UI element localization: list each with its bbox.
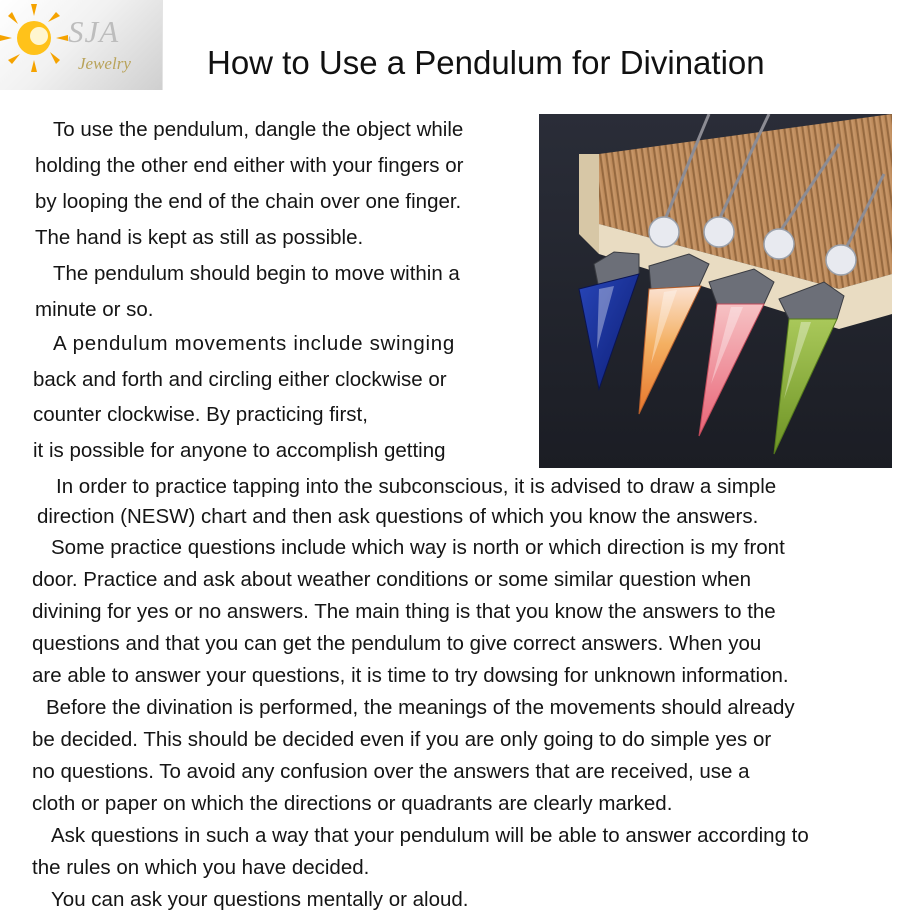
text-line: Some practice questions include which way is north or which direction is my front (51, 536, 785, 559)
text-line: counter clockwise. By practicing first, (33, 403, 368, 426)
text-line: be decided. This should be decided even if you are only going to do simple yes or (32, 728, 772, 751)
text-line: You can ask your questions mentally or aloud. (51, 888, 469, 911)
text-line: The pendulum should begin to move within a (53, 262, 460, 285)
text-line: Before the divination is performed, the meanings of the movements should already (46, 696, 795, 719)
text-line: cloth or paper on which the directions or quadrants are clearly marked. (32, 792, 673, 815)
text-line: In order to practice tapping into the subconscious, it is advised to draw a simple (56, 475, 777, 498)
text-line: minute or so. (35, 298, 154, 321)
text-line: door. Practice and ask about weather conditions or some similar question when (32, 568, 752, 591)
text-line: To use the pendulum, dangle the object while (53, 118, 464, 141)
logo-sub-text: Jewelry (78, 54, 131, 73)
brand-logo (0, 0, 163, 90)
text-line: divining for yes or no answers. The main thing is that you know the answers to the (32, 600, 776, 623)
pendulum-photo (539, 114, 892, 468)
text-line: questions and that you can get the pendulum to give correct answers. When you (32, 632, 762, 655)
text-line: by looping the end of the chain over one finger. (35, 190, 462, 213)
logo-brand-text: SJA (68, 14, 120, 49)
text-line: are able to answer your questions, it is time to try dowsing for unknown information. (32, 664, 789, 687)
text-line: no questions. To avoid any confusion over the answers that are received, use a (32, 760, 750, 783)
text-line: Ask questions in such a way that your pendulum will be able to answer according to (51, 824, 809, 847)
text-line: it is possible for anyone to accomplish getting (33, 439, 446, 462)
text-line: The hand is kept as still as possible. (35, 226, 364, 249)
page-title: How to Use a Pendulum for Divination (207, 44, 765, 81)
text-line: direction (NESW) chart and then ask questions of which you know the answers. (37, 505, 759, 528)
pendulum-illustration (539, 114, 892, 468)
text-line: holding the other end either with your fingers or (35, 154, 464, 177)
text-line: back and forth and circling either clockwise or (33, 368, 447, 391)
text-line: the rules on which you have decided. (32, 856, 370, 879)
text-line: A pendulum movements include swinging (53, 332, 455, 355)
